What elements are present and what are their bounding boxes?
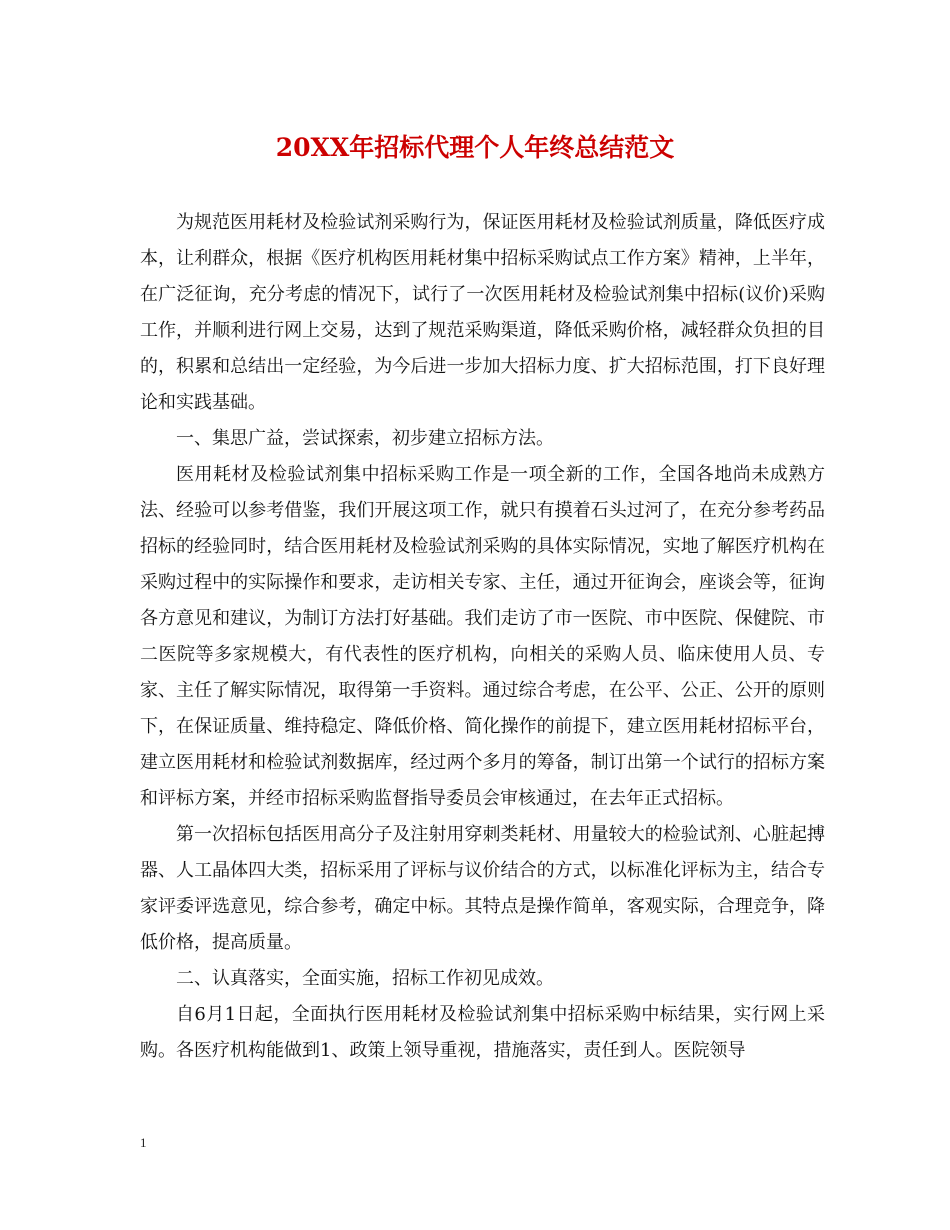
document-title: 20XX年招标代理个人年终总结范文 bbox=[275, 133, 675, 162]
paragraph-intro: 为规范医用耗材及检验试剂采购行为，保证医用耗材及检验试剂质量，降低医疗成本，让利群众，根据《医疗机构医用耗材集中招标采购试点工作方案》精神，上半年，在广泛征询，充分考虑的情况下，试行了一次医用耗材及检验试剂集中招标(议价)采购工作，并顺利进行网上交易，达到了规范采购渠道，降低采购价格，减轻群众负担的目的，积累和总结出一定经验，为今后进一步加大招标力度、扩大招标范围，打下良好理论和实践基础。 bbox=[140, 212, 825, 413]
section-heading-2: 二、认真落实，全面实施，招标工作初见成效。 bbox=[176, 968, 554, 989]
paragraph-implementation: 自6月1日起，全面执行医用耗材及检验试剂集中招标采购中标结果，实行网上采购。各医疗机构能做到1、政策上领导重视，措施落实，责任到人。医院领导 bbox=[140, 1004, 825, 1061]
section-heading-1: 一、集思广益，尝试探索，初步建立招标方法。 bbox=[176, 428, 554, 449]
paragraph-method: 医用耗材及检验试剂集中招标采购工作是一项全新的工作，全国各地尚未成熟方法、经验可以参考借鉴，我们开展这项工作，就只有摸着石头过河了，在充分参考药品招标的经验同时，结合医用耗材及检验试剂采购的具体实际情况，实地了解医疗机构在采购过程中的实际操作和要求，走访相关专家、主任，通过开征询会，座谈会等，征询各方意见和建议，为制订方法打好基础。我们走访了市一医院、市中医院、保健院、市二医院等多家规模大，有代表性的医疗机构，向相关的采购人员、临床使用人员、专家、主任了解实际情况，取得第一手资料。通过综合考虑，在公平、公正、公开的原则下，在保证质量、维持稳定、降低价格、简化操作的前提下，建立医用耗材招标平台，建立医用耗材和检验试剂数据库，经过两个多月的筹备，制订出第一个试行的招标方案和评标方案，并经市招标采购监督指导委员会审核通过，在去年正式招标。 bbox=[140, 464, 825, 809]
document-body bbox=[140, 205, 825, 1069]
paragraph-first-tender: 第一次招标包括医用高分子及注射用穿刺类耗材、用量较大的检验试剂、心脏起搏器、人工晶体四大类，招标采用了评标与议价结合的方式，以标准化评标为主，结合专家评委评选意见，综合参考，确定中标。其特点是操作简单，客观实际，合理竞争，降低价格，提高质量。 bbox=[140, 824, 825, 953]
page-number: 1 bbox=[140, 1135, 147, 1150]
